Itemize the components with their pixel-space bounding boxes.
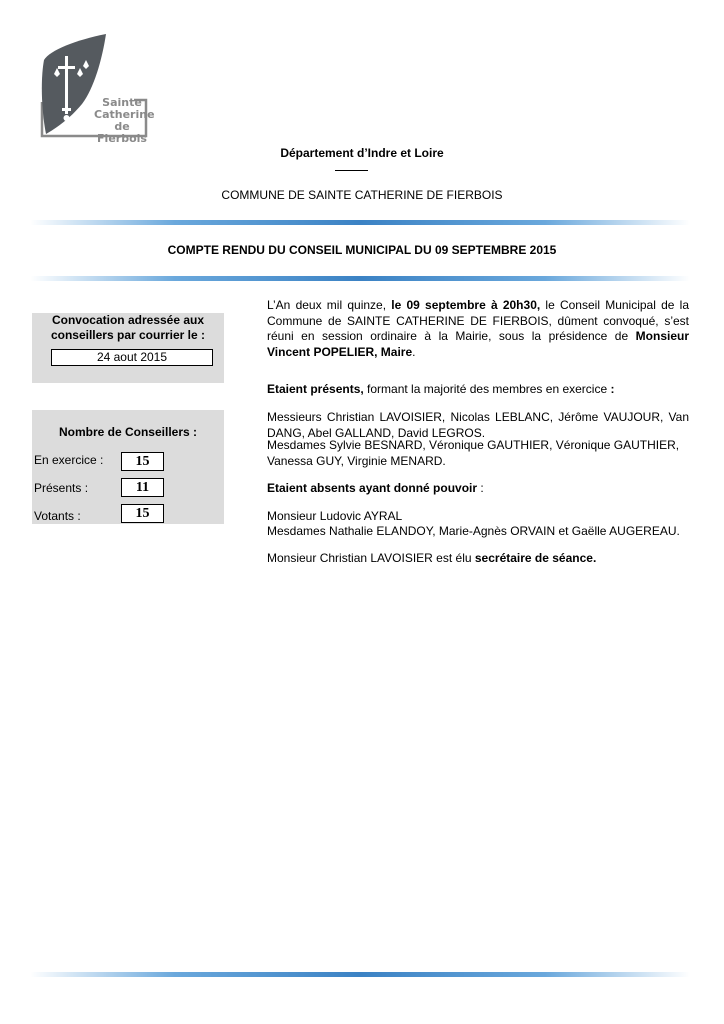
convocation-date: 24 aout 2015 — [51, 349, 213, 366]
intro-paragraph — [267, 298, 689, 360]
en-exercice-label: En exercice : — [34, 453, 104, 467]
convocation-box — [32, 313, 224, 383]
presents-label: Présents : — [34, 481, 89, 495]
presents-value: 11 — [121, 478, 164, 497]
secretary-text: Monsieur Christian LAVOISIER est élu — [267, 551, 475, 565]
votants-label: Votants : — [34, 509, 81, 523]
commune-title: COMMUNE DE SAINTE CATHERINE DE FIERBOIS — [221, 188, 503, 202]
logo-line-3: de Fierbois — [97, 120, 147, 145]
councillors-title: Nombre de Conseillers : — [58, 425, 198, 439]
absents-colon: : — [477, 481, 484, 495]
report-title: COMPTE RENDU DU CONSEIL MUNICIPAL DU 09 SEPTEMBRE 2015 — [167, 243, 557, 257]
logo-line-2: Catherine — [94, 108, 155, 121]
meeting-date: le 09 septembre à 20h30, — [391, 298, 541, 312]
messieurs-list: Messieurs Christian LAVOISIER, Nicolas LEBLANC, Jérôme VAUJOUR, Van DANG, Abel GALLAND, David LEGROS. — [267, 410, 689, 440]
presents-colon: : — [610, 382, 615, 396]
secretary-line — [267, 551, 689, 567]
logo-line-1: Sainte — [102, 96, 142, 109]
mayor-name: Monsieur Vincent POPELIER, Maire — [267, 329, 689, 359]
logo-text — [94, 96, 155, 145]
en-exercice-value: 15 — [121, 452, 164, 471]
blue-separator — [30, 220, 690, 225]
department-divider — [335, 170, 368, 171]
absents-label-text: Etaient absents ayant donné pouvoir — [267, 481, 478, 495]
department-title: Département d’Indre et Loire — [280, 146, 444, 160]
intro-text: . — [412, 344, 416, 359]
convocation-title: Convocation adressée aux conseillers par courrier le : — [50, 313, 206, 342]
councillors-box — [32, 410, 224, 524]
presents-heading — [267, 382, 689, 398]
secretary-role: secrétaire de séance. — [474, 551, 597, 565]
absent-monsieur: Monsieur Ludovic AYRAL — [267, 509, 403, 523]
commune-logo — [36, 30, 155, 145]
mesdames-list: Mesdames Sylvie BESNARD, Véronique GAUTHIER, Véronique GAUTHIER, Vanessa GUY, Virginie MENARD. — [267, 438, 680, 468]
blue-separator — [30, 972, 690, 977]
absent-mesdames: Mesdames Nathalie ELANDOY, Marie-Agnès ORVAIN et Gaëlle AUGEREAU. — [267, 524, 680, 538]
votants-value: 15 — [121, 504, 164, 523]
presents-label-text: Etaient présents, — [267, 382, 364, 396]
blue-separator — [30, 276, 690, 281]
intro-text: le Conseil Municipal de la Commune de SAINTE CATHERINE DE FIERBOIS, dûment convoqué, s’est réuni en session ordinaire à la Mairie, sous la présidence de — [267, 298, 690, 343]
intro-text: L’An deux mil quinze, — [267, 298, 392, 312]
presents-text: formant la majorité des membres en exercice — [363, 382, 611, 396]
absents-heading — [267, 481, 689, 497]
